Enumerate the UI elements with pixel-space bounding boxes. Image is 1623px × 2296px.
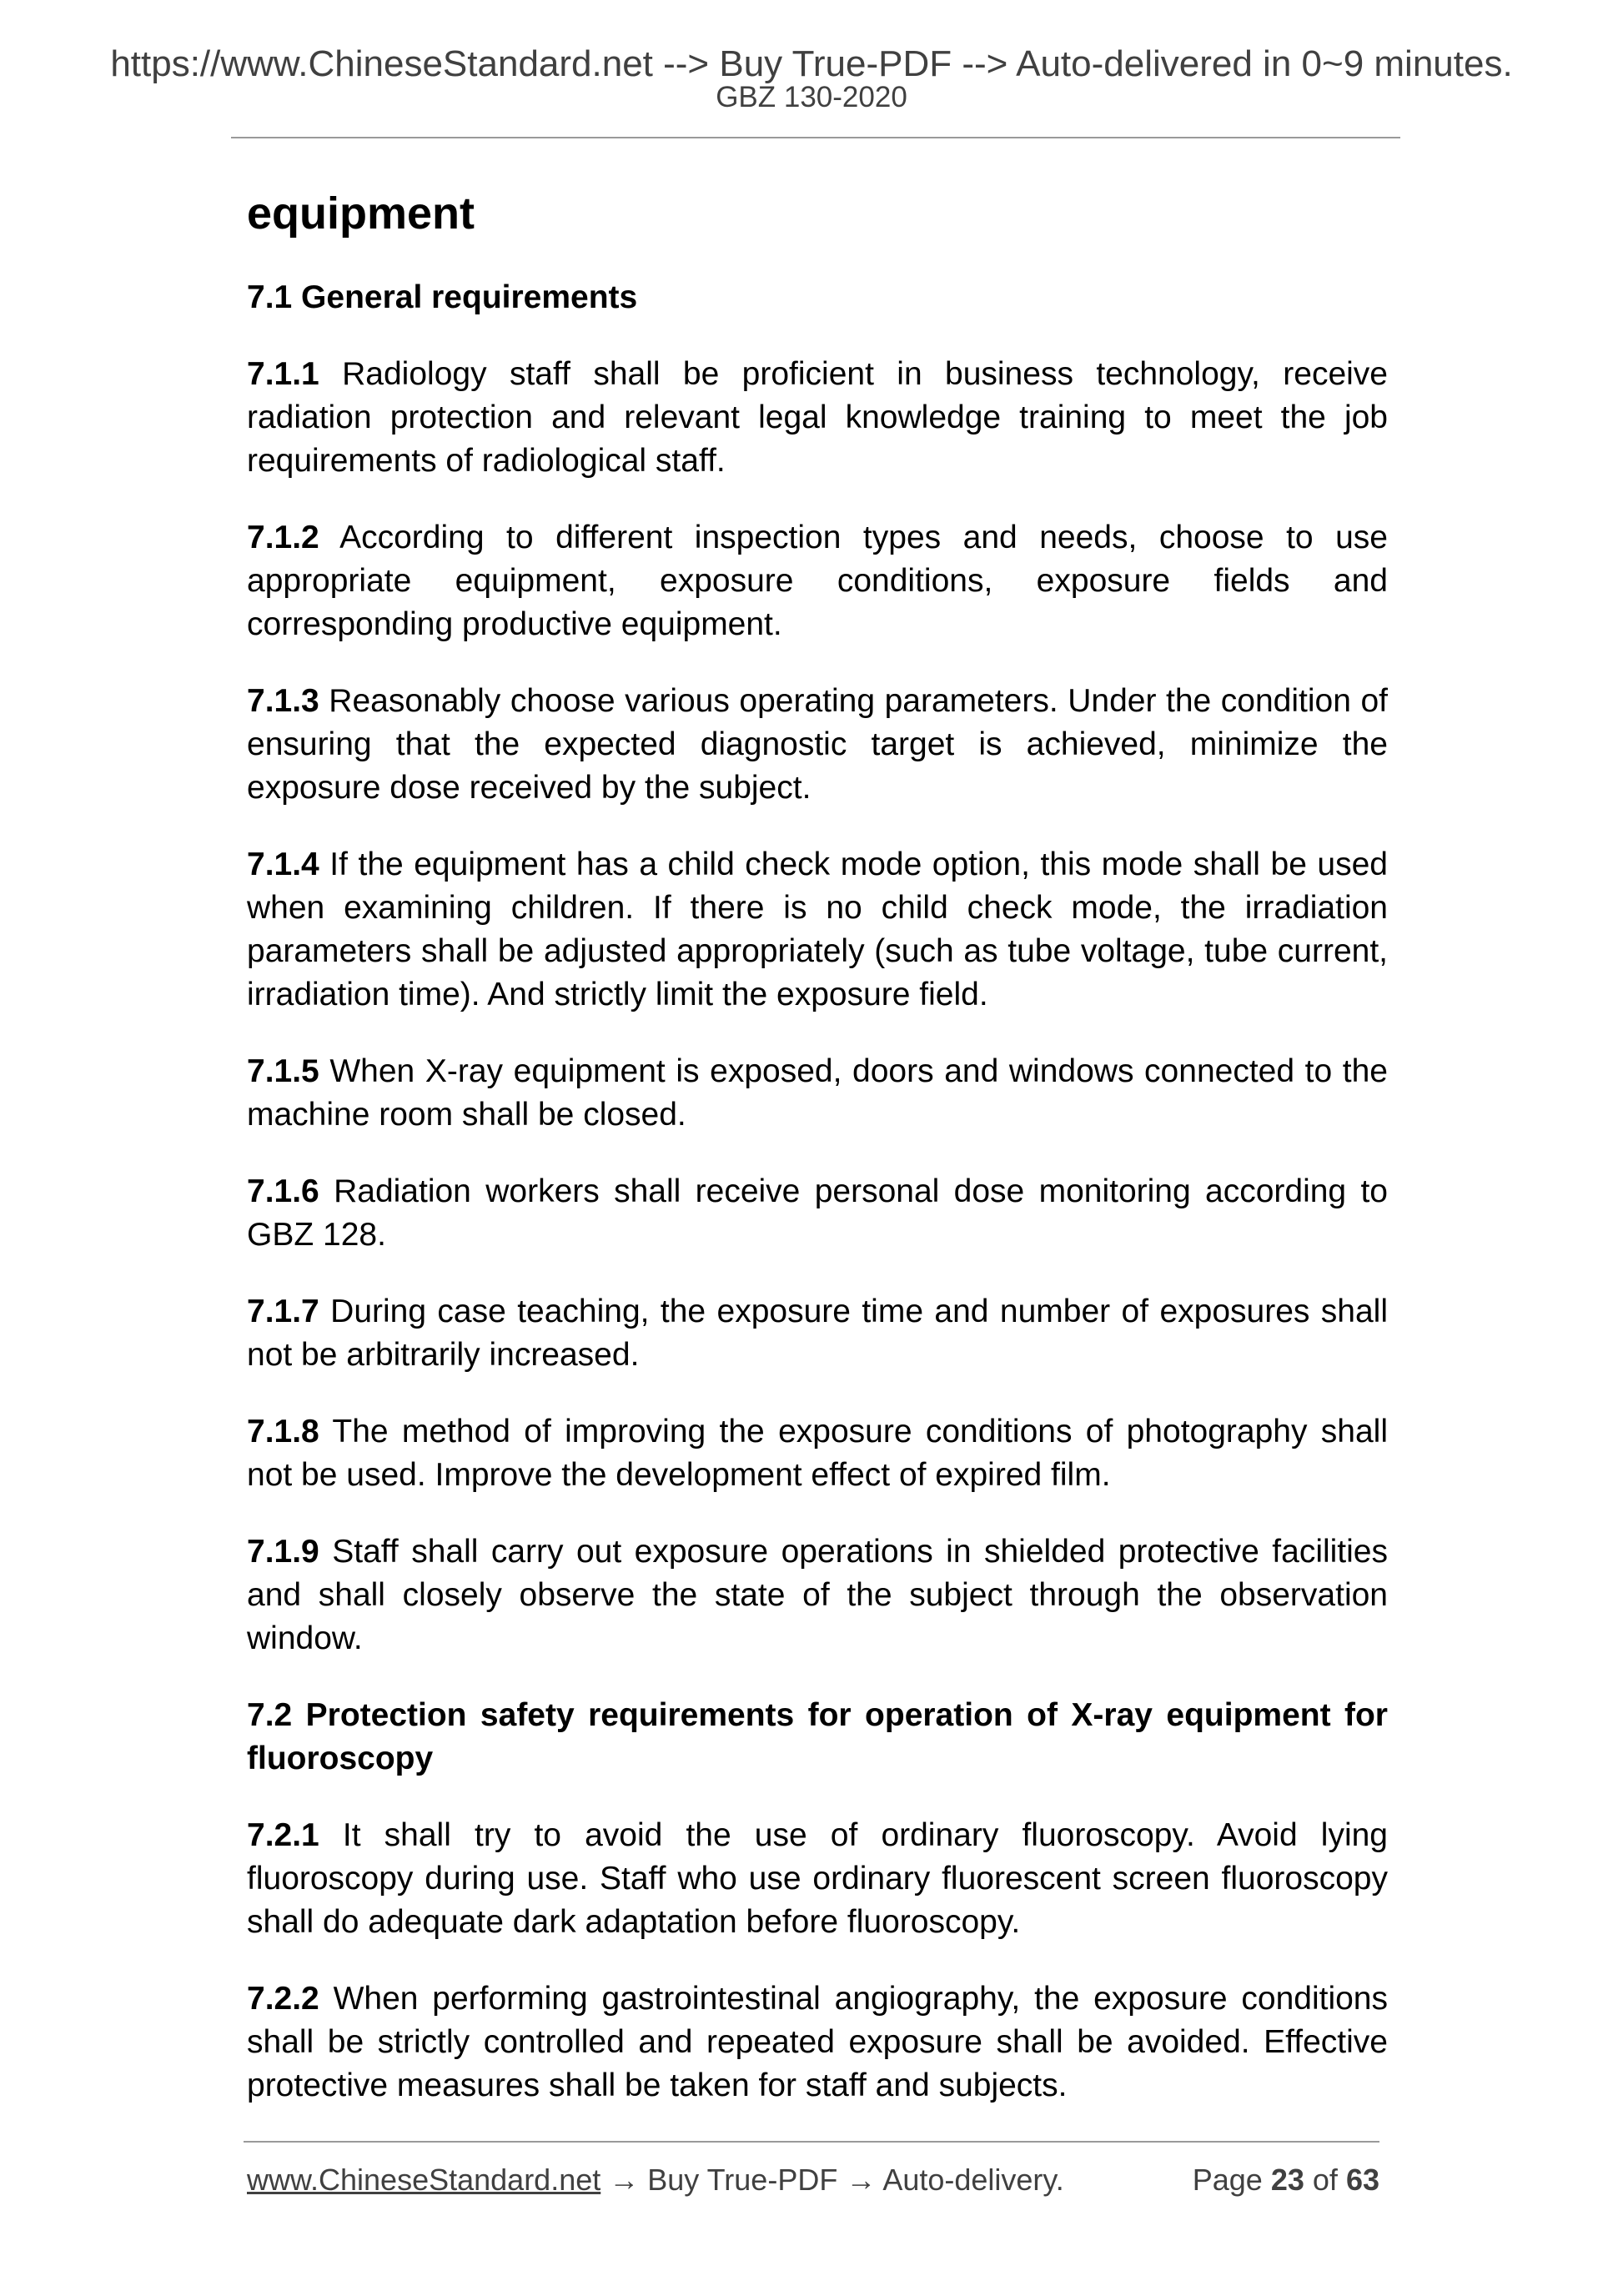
clause-7-1-4 xyxy=(247,843,1388,1017)
clause-7-1-8 xyxy=(247,1410,1388,1497)
clause-number: 7.1.6 xyxy=(247,1173,319,1209)
document-code: GBZ 130-2020 xyxy=(716,81,907,113)
clause-text: When performing gastrointestinal angiography, the exposure conditions shall be strictly controlled and repeated exposure shall be avoided. Effective protective measures shall be taken for staff and subjects. xyxy=(247,1980,1388,2103)
clause-7-1-2 xyxy=(247,516,1388,646)
clause-number: 7.1.9 xyxy=(247,1533,319,1570)
clause-text: Reasonably choose various operating parameters. Under the condition of ensuring that the expected diagnostic target is achieved, minimize the exposure dose received by the subject. xyxy=(247,682,1388,806)
clause-7-1-7 xyxy=(247,1290,1388,1377)
clause-number: 7.2.1 xyxy=(247,1816,319,1853)
clause-number: 7.1.3 xyxy=(247,682,319,719)
clause-number: 7.1.1 xyxy=(247,355,319,392)
clause-number: 7.1.5 xyxy=(247,1053,319,1089)
clause-7-2-2 xyxy=(247,1977,1388,2108)
clause-text: It shall try to avoid the use of ordinary fluoroscopy. Avoid lying fluoroscopy during use. Staff who use ordinary fluorescent screen fluoroscopy shall do adequate dark adaptation before fluoroscopy. xyxy=(247,1816,1388,1940)
footer-tagline: → Buy True-PDF → Auto-delivery. xyxy=(600,2163,1064,2197)
page-content xyxy=(247,187,1388,2141)
clause-text: During case teaching, the exposure time and number of exposures shall not be arbitrarily increased. xyxy=(247,1293,1388,1373)
header-banner: https://www.ChineseStandard.net --> Buy True-PDF --> Auto-delivered in 0~9 minutes. xyxy=(110,43,1513,84)
section-title: equipment xyxy=(247,188,475,239)
clause-7-1-5 xyxy=(247,1050,1388,1137)
clause-7-2-1 xyxy=(247,1814,1388,1944)
heading-7-1: 7.1 General requirements xyxy=(247,279,638,315)
clause-number: 7.1.4 xyxy=(247,846,319,882)
of-label: of xyxy=(1312,2163,1338,2197)
footer-divider xyxy=(244,2141,1379,2143)
clause-text: Radiology staff shall be proficient in business technology, receive radiation protection and relevant legal knowledge training to meet the job requirements of radiological staff. xyxy=(247,355,1388,479)
page-total: 63 xyxy=(1345,2163,1379,2197)
page-footer xyxy=(247,2163,1379,2198)
page-number xyxy=(1193,2163,1379,2198)
page-current: 23 xyxy=(1270,2163,1304,2197)
clause-text: When X-ray equipment is exposed, doors and windows connected to the machine room shall be closed. xyxy=(247,1053,1388,1133)
clause-7-1-1 xyxy=(247,353,1388,483)
clause-text: Radiation workers shall receive personal dose monitoring according to GBZ 128. xyxy=(247,1173,1388,1253)
header-divider xyxy=(231,137,1400,138)
clause-text: The method of improving the exposure conditions of photography shall not be used. Improve the development effect of expired film. xyxy=(247,1413,1388,1493)
clause-7-1-6 xyxy=(247,1170,1388,1257)
clause-text: If the equipment has a child check mode option, this mode shall be used when examining children. If there is no child check mode, the irradiation parameters shall be adjusted appropriately (such as tube voltage, tube current, irradiation time). And strictly limit the exposure field. xyxy=(247,846,1388,1012)
clause-number: 7.1.7 xyxy=(247,1293,319,1329)
clause-number: 7.2.2 xyxy=(247,1980,319,2017)
footer-website-link[interactable]: www.ChineseStandard.net xyxy=(247,2163,601,2197)
clause-text: Staff shall carry out exposure operations in shielded protective facilities and shall closely observe the state of the subject through the observation window. xyxy=(247,1533,1388,1656)
clause-7-1-3 xyxy=(247,680,1388,810)
clause-text: According to different inspection types and needs, choose to use appropriate equipment, exposure conditions, exposure fields and corresponding productive equipment. xyxy=(247,519,1388,642)
clause-number: 7.1.2 xyxy=(247,519,319,555)
heading-7-2: 7.2 Protection safety requirements for operation of X-ray equipment for fluoroscopy xyxy=(247,1696,1388,1776)
page-label: Page xyxy=(1192,2163,1263,2197)
clause-number: 7.1.8 xyxy=(247,1413,319,1449)
clause-7-1-9 xyxy=(247,1530,1388,1660)
